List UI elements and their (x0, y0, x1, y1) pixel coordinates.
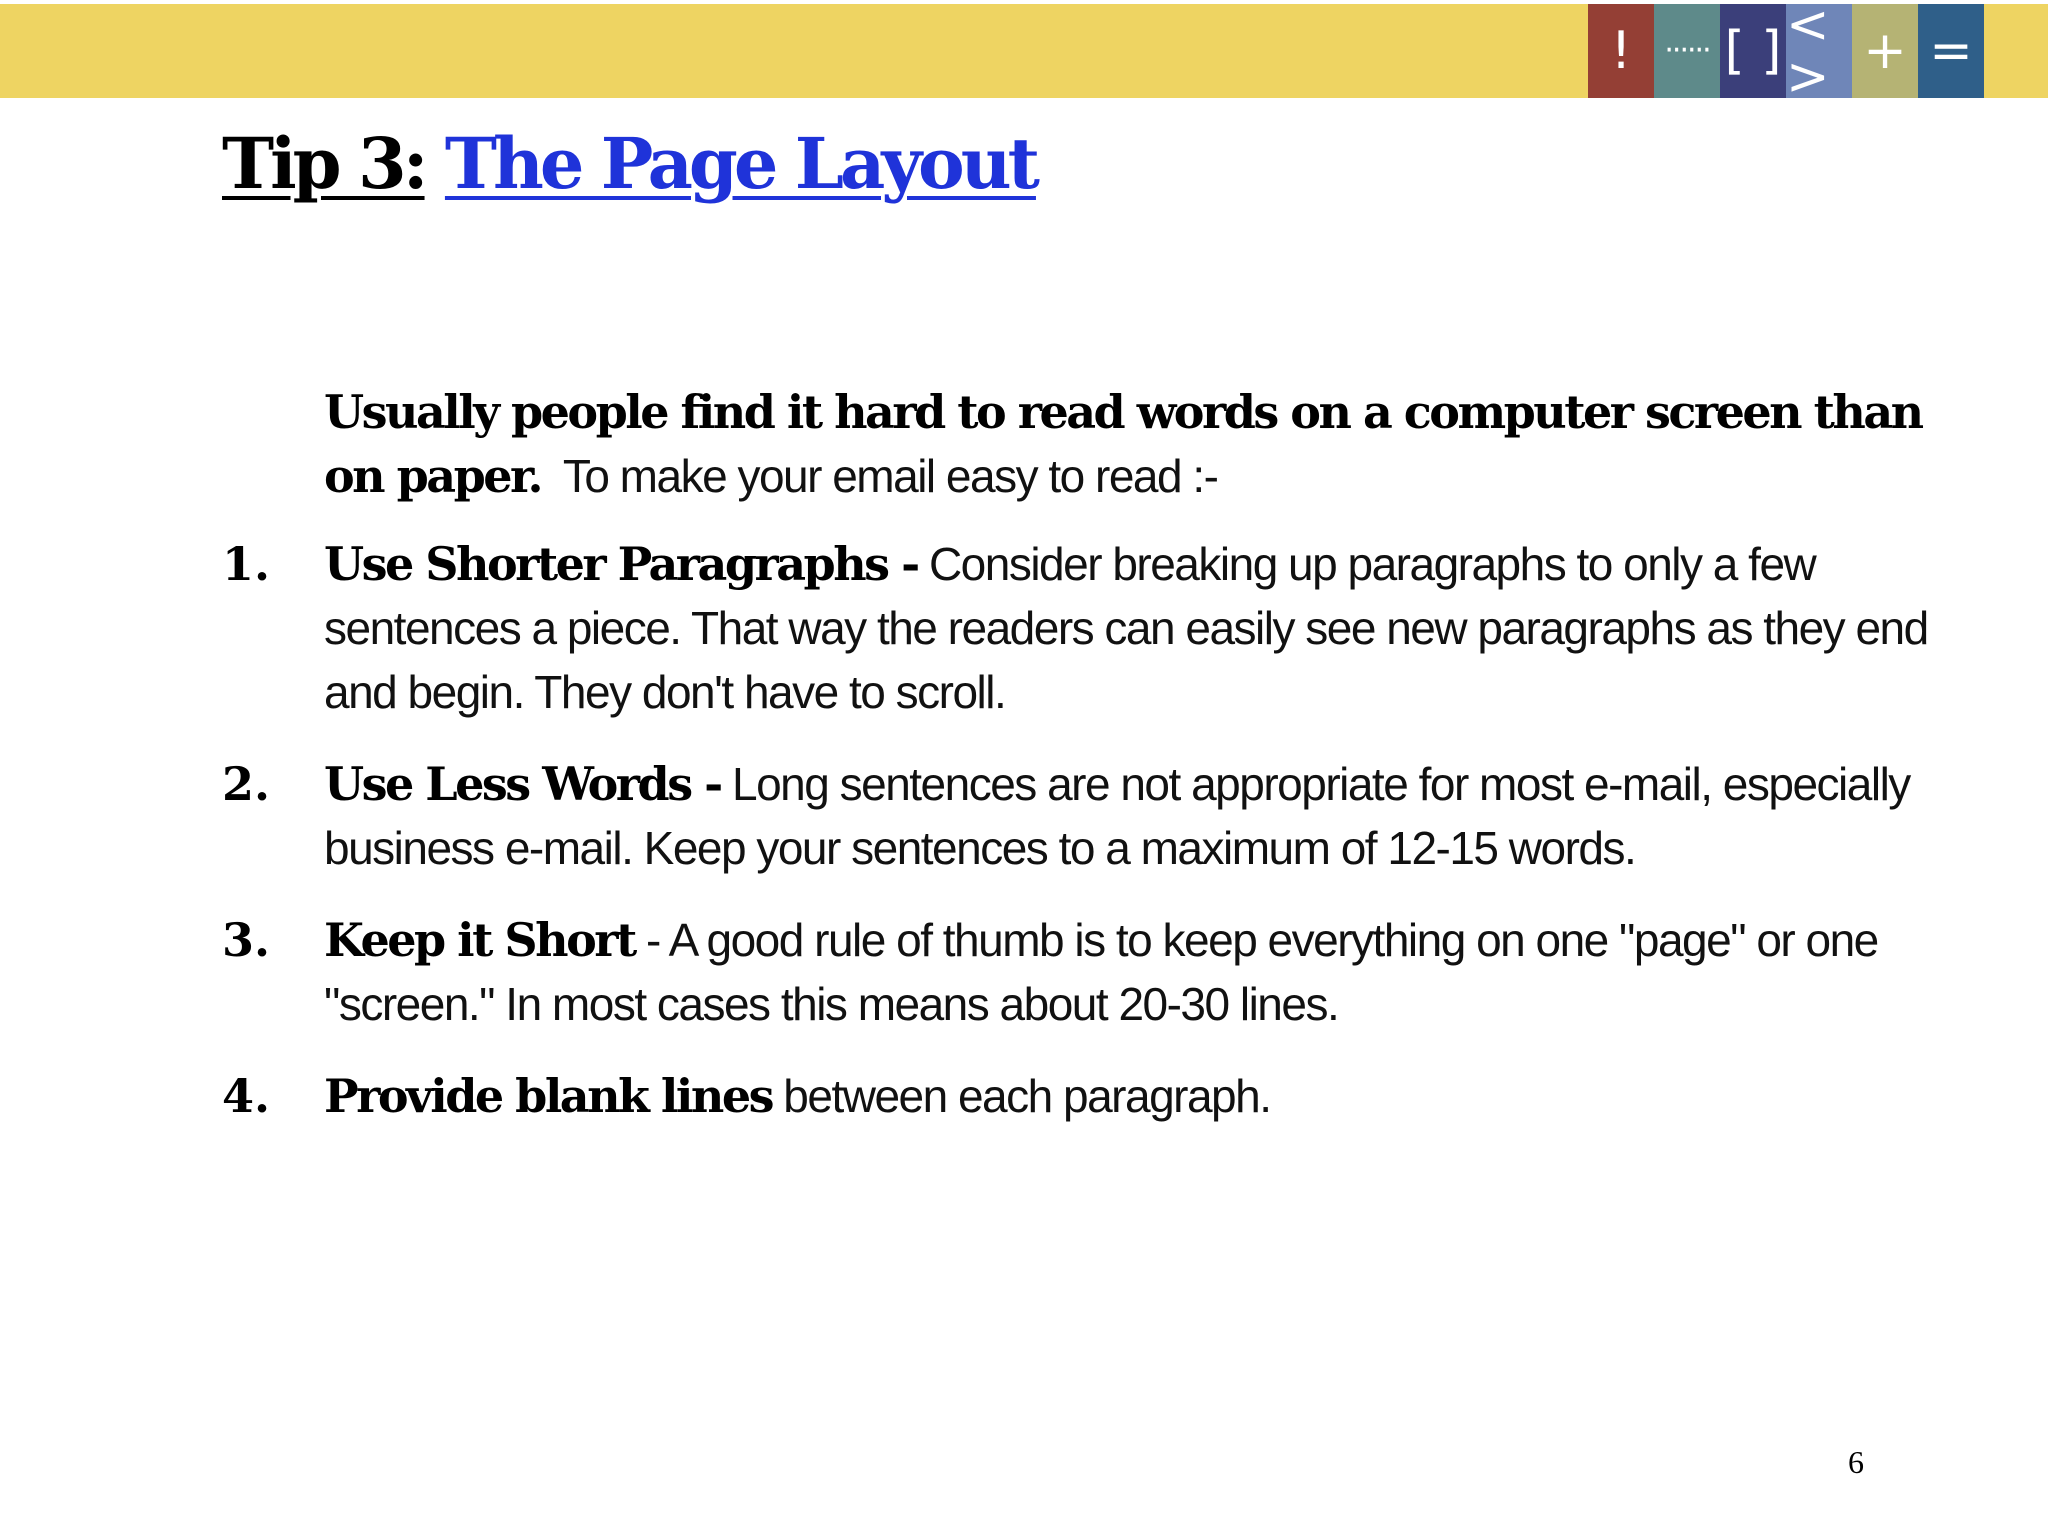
equals-icon: = (1918, 4, 1984, 98)
item-text (324, 532, 1972, 724)
item-heading: Use Shorter Paragraphs - (324, 537, 918, 591)
list-item (222, 908, 1972, 1036)
brackets-icon: [ ] (1720, 4, 1786, 98)
item-body: - A good rule of thumb is to keep everything on one "page" or one "screen." In most cases this means about 20-30 lines. (324, 914, 1878, 1030)
item-heading: Provide blank lines (324, 1069, 772, 1123)
item-body: Long sentences are not appropriate for most e-mail, especially business e-mail. Keep your sentences to a maximum of 12-15 words. (324, 758, 1910, 874)
page-number: 6 (1848, 1444, 1864, 1480)
item-heading: Keep it Short (324, 913, 635, 967)
tips-list (222, 532, 1972, 1128)
item-number: 3. (222, 913, 271, 967)
slide-title (222, 122, 1036, 206)
item-number: 4. (222, 1069, 271, 1123)
angle-brackets-icon: < > (1786, 4, 1852, 98)
item-heading: Use Less Words - (324, 757, 721, 811)
item-number: 1. (222, 537, 271, 591)
exclamation-icon: ! (1588, 4, 1654, 98)
list-item (222, 1064, 1972, 1128)
intro-text: To make your email easy to read :- (562, 450, 1218, 502)
intro-paragraph (324, 380, 1972, 508)
item-text (324, 752, 1972, 880)
plus-icon: + (1852, 4, 1918, 98)
slide-body (222, 380, 1972, 1156)
symbol-strip (1588, 0, 1984, 107)
item-body: between each paragraph. (783, 1070, 1271, 1122)
list-item (222, 532, 1972, 724)
item-number: 2. (222, 757, 271, 811)
title-link[interactable]: The Page Layout (444, 122, 1036, 205)
list-item (222, 752, 1972, 880)
intro-bold: Usually people find it hard to read words on a computer screen than on paper. (324, 385, 1922, 503)
item-text (324, 908, 1972, 1036)
title-prefix: Tip 3: (222, 122, 425, 205)
item-body: Consider breaking up paragraphs to only a few sentences a piece. That way the readers can easily see new paragraphs as they end and begin. They don't have to scroll. (324, 538, 1928, 718)
item-text (324, 1064, 1972, 1128)
dots-icon: ······ (1654, 4, 1720, 98)
